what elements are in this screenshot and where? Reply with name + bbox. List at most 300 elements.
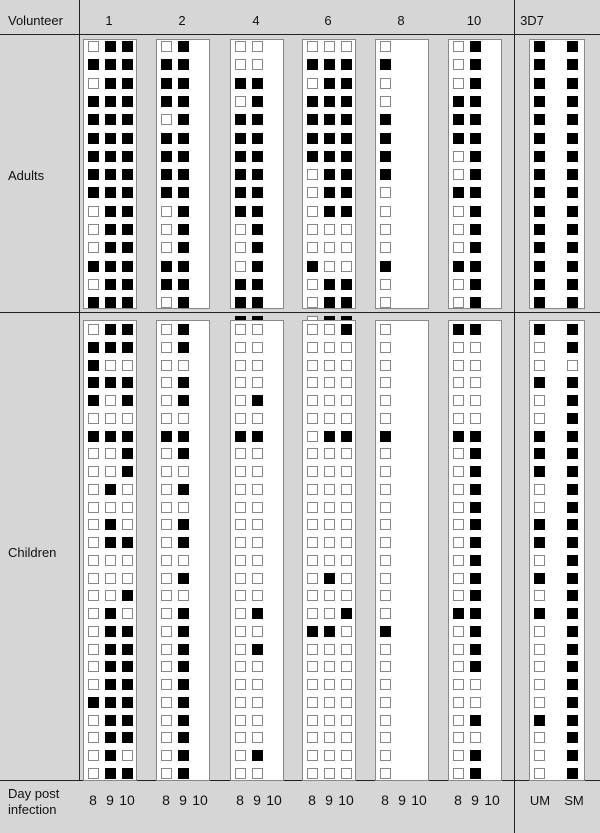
absent-cell — [161, 573, 172, 584]
absent-cell — [307, 555, 318, 566]
absent-cell — [307, 608, 318, 619]
absent-cell — [380, 41, 391, 52]
absent-cell — [534, 502, 545, 513]
absent-cell — [88, 279, 99, 290]
absent-cell — [252, 519, 263, 530]
absent-cell — [235, 377, 246, 388]
present-cell — [324, 297, 335, 308]
absent-cell — [88, 466, 99, 477]
present-cell — [567, 626, 578, 637]
present-cell — [470, 114, 481, 125]
present-cell — [567, 644, 578, 655]
absent-cell — [161, 448, 172, 459]
absent-cell — [161, 750, 172, 761]
absent-cell — [252, 715, 263, 726]
present-cell — [178, 661, 189, 672]
absent-cell — [252, 466, 263, 477]
present-cell — [380, 169, 391, 180]
present-cell — [470, 169, 481, 180]
absent-cell — [235, 644, 246, 655]
present-cell — [178, 169, 189, 180]
present-cell — [470, 187, 481, 198]
present-cell — [178, 395, 189, 406]
present-cell — [567, 555, 578, 566]
present-cell — [470, 573, 481, 584]
absent-cell — [235, 715, 246, 726]
absent-cell — [341, 715, 352, 726]
absent-cell — [161, 206, 172, 217]
present-cell — [307, 626, 318, 637]
absent-cell — [341, 537, 352, 548]
present-cell — [122, 133, 133, 144]
absent-cell — [105, 590, 116, 601]
present-cell — [567, 261, 578, 272]
absent-cell — [252, 502, 263, 513]
absent-cell — [307, 342, 318, 353]
absent-cell — [380, 395, 391, 406]
header-divider — [0, 34, 600, 35]
present-cell — [534, 448, 545, 459]
present-cell — [470, 768, 481, 779]
present-cell — [470, 224, 481, 235]
absent-cell — [324, 537, 335, 548]
absent-cell — [324, 377, 335, 388]
absent-cell — [307, 297, 318, 308]
absent-cell — [453, 206, 464, 217]
volunteer-header: Volunteer — [8, 13, 63, 28]
absent-cell — [341, 661, 352, 672]
absent-cell — [470, 395, 481, 406]
absent-cell — [324, 555, 335, 566]
present-cell — [178, 151, 189, 162]
present-cell — [324, 279, 335, 290]
present-cell — [105, 484, 116, 495]
present-cell — [470, 59, 481, 70]
absent-cell — [161, 324, 172, 335]
absent-cell — [453, 151, 464, 162]
absent-cell — [307, 187, 318, 198]
day-tick: 10 — [119, 792, 135, 808]
absent-cell — [567, 360, 578, 371]
absent-cell — [324, 608, 335, 619]
absent-cell — [307, 502, 318, 513]
present-cell — [122, 661, 133, 672]
absent-cell — [161, 661, 172, 672]
absent-cell — [534, 395, 545, 406]
present-cell — [178, 519, 189, 530]
absent-cell — [324, 590, 335, 601]
absent-cell — [235, 590, 246, 601]
absent-cell — [341, 448, 352, 459]
present-cell — [470, 151, 481, 162]
absent-cell — [88, 626, 99, 637]
present-cell — [88, 114, 99, 125]
present-cell — [534, 114, 545, 125]
present-cell — [252, 431, 263, 442]
absent-cell — [324, 448, 335, 459]
absent-cell — [341, 466, 352, 477]
absent-cell — [453, 242, 464, 253]
absent-cell — [341, 342, 352, 353]
absent-cell — [453, 590, 464, 601]
absent-cell — [534, 768, 545, 779]
present-cell — [567, 169, 578, 180]
absent-cell — [453, 715, 464, 726]
absent-cell — [252, 360, 263, 371]
absent-cell — [235, 342, 246, 353]
present-cell — [105, 41, 116, 52]
absent-cell — [122, 555, 133, 566]
present-cell — [567, 78, 578, 89]
day-tick: 8 — [162, 792, 170, 808]
present-cell — [453, 431, 464, 442]
absent-cell — [453, 573, 464, 584]
absent-cell — [453, 395, 464, 406]
volunteer-number: 8 — [397, 13, 405, 28]
present-cell — [567, 661, 578, 672]
present-cell — [105, 537, 116, 548]
absent-cell — [453, 297, 464, 308]
absent-cell — [470, 342, 481, 353]
absent-cell — [307, 224, 318, 235]
absent-cell — [88, 590, 99, 601]
day-tick: 8 — [308, 792, 316, 808]
present-cell — [178, 261, 189, 272]
absent-cell — [380, 466, 391, 477]
absent-cell — [235, 768, 246, 779]
present-cell — [178, 114, 189, 125]
absent-cell — [105, 466, 116, 477]
present-cell — [235, 297, 246, 308]
absent-cell — [341, 555, 352, 566]
present-cell — [122, 279, 133, 290]
absent-cell — [453, 448, 464, 459]
present-cell — [178, 715, 189, 726]
present-cell — [324, 431, 335, 442]
present-cell — [178, 768, 189, 779]
absent-cell — [307, 661, 318, 672]
present-cell — [122, 732, 133, 743]
absent-cell — [453, 555, 464, 566]
present-cell — [105, 187, 116, 198]
present-cell — [178, 187, 189, 198]
absent-cell — [307, 395, 318, 406]
day-tick: 9 — [106, 792, 114, 808]
present-cell — [453, 261, 464, 272]
present-cell — [567, 413, 578, 424]
present-cell — [105, 608, 116, 619]
present-cell — [105, 206, 116, 217]
present-cell — [252, 96, 263, 107]
absent-cell — [178, 413, 189, 424]
absent-cell — [161, 679, 172, 690]
absent-cell — [341, 768, 352, 779]
present-cell — [534, 715, 545, 726]
absent-cell — [380, 484, 391, 495]
present-cell — [534, 324, 545, 335]
absent-cell — [534, 590, 545, 601]
present-cell — [105, 644, 116, 655]
children-v2-panel — [156, 320, 210, 781]
absent-cell — [161, 297, 172, 308]
absent-cell — [161, 41, 172, 52]
present-cell — [567, 59, 578, 70]
present-cell — [122, 644, 133, 655]
present-cell — [470, 626, 481, 637]
absent-cell — [122, 360, 133, 371]
present-cell — [534, 537, 545, 548]
absent-cell — [453, 519, 464, 530]
absent-cell — [161, 502, 172, 513]
present-cell — [161, 59, 172, 70]
absent-cell — [178, 555, 189, 566]
present-cell — [88, 360, 99, 371]
absent-cell — [324, 342, 335, 353]
absent-cell — [324, 224, 335, 235]
present-cell — [470, 608, 481, 619]
present-cell — [470, 41, 481, 52]
absent-cell — [534, 661, 545, 672]
present-cell — [105, 224, 116, 235]
present-cell — [105, 297, 116, 308]
present-cell — [88, 169, 99, 180]
absent-cell — [252, 342, 263, 353]
present-cell — [161, 133, 172, 144]
present-cell — [534, 78, 545, 89]
reference-strain-header: 3D7 — [520, 13, 544, 28]
present-cell — [122, 224, 133, 235]
present-cell — [122, 297, 133, 308]
absent-cell — [252, 768, 263, 779]
present-cell — [470, 590, 481, 601]
present-cell — [341, 59, 352, 70]
absent-cell — [324, 697, 335, 708]
present-cell — [235, 431, 246, 442]
absent-cell — [453, 732, 464, 743]
present-cell — [567, 324, 578, 335]
absent-cell — [307, 644, 318, 655]
absent-cell — [380, 413, 391, 424]
present-cell — [567, 679, 578, 690]
present-cell — [567, 342, 578, 353]
absent-cell — [88, 573, 99, 584]
absent-cell — [470, 360, 481, 371]
present-cell — [534, 608, 545, 619]
present-cell — [105, 519, 116, 530]
absent-cell — [470, 679, 481, 690]
present-cell — [122, 448, 133, 459]
present-cell — [122, 377, 133, 388]
absent-cell — [341, 242, 352, 253]
absent-cell — [252, 573, 263, 584]
day-tick: 9 — [398, 792, 406, 808]
absent-cell — [161, 114, 172, 125]
absent-cell — [161, 484, 172, 495]
children-v6-panel — [302, 320, 356, 781]
present-cell — [470, 750, 481, 761]
present-cell — [235, 169, 246, 180]
children-ref-panel — [529, 320, 585, 781]
absent-cell — [252, 377, 263, 388]
day-tick: 8 — [236, 792, 244, 808]
absent-cell — [88, 324, 99, 335]
present-cell — [567, 484, 578, 495]
absent-cell — [470, 732, 481, 743]
absent-cell — [341, 261, 352, 272]
present-cell — [341, 608, 352, 619]
present-cell — [105, 697, 116, 708]
absent-cell — [307, 537, 318, 548]
absent-cell — [105, 573, 116, 584]
absent-cell — [380, 715, 391, 726]
absent-cell — [453, 679, 464, 690]
absent-cell — [453, 466, 464, 477]
present-cell — [178, 324, 189, 335]
present-cell — [534, 187, 545, 198]
present-cell — [178, 644, 189, 655]
children-v8-panel — [375, 320, 429, 781]
day-tick: 9 — [325, 792, 333, 808]
present-cell — [252, 224, 263, 235]
present-cell — [122, 96, 133, 107]
absent-cell — [105, 395, 116, 406]
present-cell — [567, 750, 578, 761]
absent-cell — [453, 279, 464, 290]
present-cell — [534, 519, 545, 530]
volunteer-number: 1 — [105, 13, 113, 28]
absent-cell — [324, 324, 335, 335]
present-cell — [567, 608, 578, 619]
absent-cell — [235, 96, 246, 107]
absent-cell — [235, 261, 246, 272]
present-cell — [324, 573, 335, 584]
present-cell — [105, 96, 116, 107]
present-cell — [380, 261, 391, 272]
absent-cell — [380, 555, 391, 566]
absent-cell — [534, 413, 545, 424]
present-cell — [122, 324, 133, 335]
absent-cell — [341, 377, 352, 388]
present-cell — [178, 41, 189, 52]
absent-cell — [161, 537, 172, 548]
absent-cell — [453, 413, 464, 424]
present-cell — [252, 78, 263, 89]
absent-cell — [453, 626, 464, 637]
absent-cell — [341, 732, 352, 743]
absent-cell — [252, 537, 263, 548]
present-cell — [122, 41, 133, 52]
present-cell — [341, 78, 352, 89]
absent-cell — [88, 41, 99, 52]
absent-cell — [178, 590, 189, 601]
present-cell — [534, 151, 545, 162]
absent-cell — [122, 519, 133, 530]
group-divider — [0, 312, 600, 313]
present-cell — [307, 114, 318, 125]
absent-cell — [235, 608, 246, 619]
absent-cell — [88, 519, 99, 530]
absent-cell — [307, 169, 318, 180]
present-cell — [252, 169, 263, 180]
present-cell — [178, 59, 189, 70]
present-cell — [470, 279, 481, 290]
volunteer-number: 10 — [466, 13, 482, 28]
present-cell — [178, 608, 189, 619]
absent-cell — [105, 360, 116, 371]
present-cell — [122, 537, 133, 548]
absent-cell — [534, 360, 545, 371]
present-cell — [88, 96, 99, 107]
absent-cell — [470, 377, 481, 388]
present-cell — [235, 114, 246, 125]
present-cell — [453, 96, 464, 107]
present-cell — [567, 395, 578, 406]
present-cell — [567, 114, 578, 125]
absent-cell — [380, 679, 391, 690]
day-tick: 8 — [454, 792, 462, 808]
present-cell — [324, 206, 335, 217]
present-cell — [105, 715, 116, 726]
absent-cell — [307, 715, 318, 726]
absent-cell — [88, 78, 99, 89]
present-cell — [178, 626, 189, 637]
absent-cell — [307, 750, 318, 761]
absent-cell — [235, 59, 246, 70]
present-cell — [88, 377, 99, 388]
day-tick: 8 — [381, 792, 389, 808]
absent-cell — [178, 466, 189, 477]
absent-cell — [380, 750, 391, 761]
present-cell — [324, 169, 335, 180]
absent-cell — [88, 644, 99, 655]
present-cell — [470, 431, 481, 442]
present-cell — [252, 644, 263, 655]
absent-cell — [161, 519, 172, 530]
present-cell — [470, 206, 481, 217]
present-cell — [470, 297, 481, 308]
absent-cell — [235, 626, 246, 637]
absent-cell — [88, 608, 99, 619]
present-cell — [161, 431, 172, 442]
present-cell — [105, 114, 116, 125]
absent-cell — [235, 360, 246, 371]
present-cell — [534, 133, 545, 144]
absent-cell — [235, 537, 246, 548]
present-cell — [470, 715, 481, 726]
present-cell — [534, 297, 545, 308]
absent-cell — [380, 590, 391, 601]
present-cell — [122, 679, 133, 690]
present-cell — [252, 242, 263, 253]
absent-cell — [470, 697, 481, 708]
absent-cell — [380, 279, 391, 290]
present-cell — [470, 324, 481, 335]
present-cell — [161, 78, 172, 89]
present-cell — [534, 261, 545, 272]
present-cell — [178, 224, 189, 235]
children-v4-panel — [230, 320, 284, 781]
absent-cell — [453, 342, 464, 353]
absent-cell — [324, 768, 335, 779]
absent-cell — [235, 519, 246, 530]
absent-cell — [380, 697, 391, 708]
present-cell — [534, 59, 545, 70]
absent-cell — [453, 484, 464, 495]
present-cell — [567, 519, 578, 530]
present-cell — [324, 96, 335, 107]
present-cell — [567, 187, 578, 198]
absent-cell — [534, 750, 545, 761]
